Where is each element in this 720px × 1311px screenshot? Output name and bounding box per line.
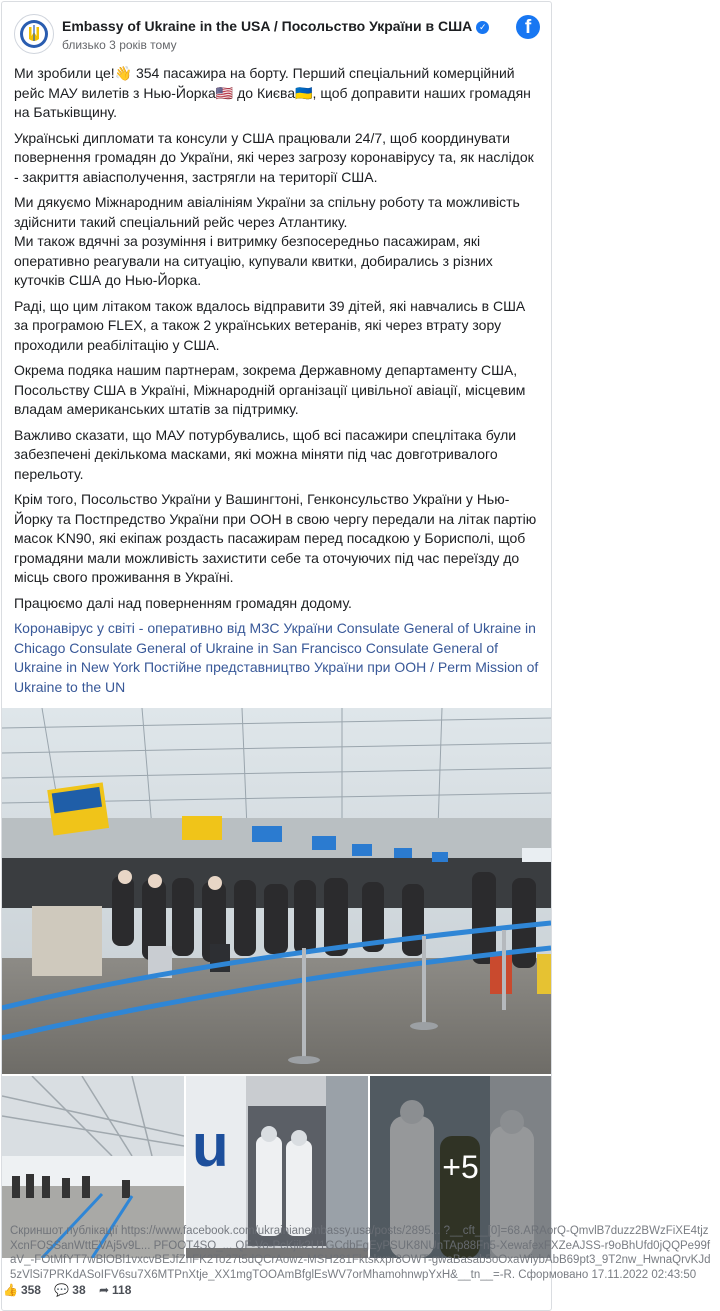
post-paragraph: Ми зробили це!👋 354 пасажира на борту. Перший спеціальний комерційний рейс МАУ вилетів з Нью-Йорка🇺🇸 до Києва🇺🇦, щоб доправити наших громадян на Батьківщину. [14,65,531,120]
post-paragraph: Важливо сказати, що МАУ потурбувались, щоб всі пасажири спецлітака були забезпечені декількома масками, які можна міняти під час довготривалого перельоту. [14,426,517,482]
post-paragraph: Українські дипломати та консули у США працювали 24/7, щоб координувати повернення громадян до України, які через загрозу коронавірусу та, як наслідок - закриття авіасполучення, застрягли на території США. [14,129,534,185]
caption-timestamp: Сформовано 17.11.2022 02:43:50 [518,1268,697,1281]
share-icon: ➦ [98,1283,110,1297]
tagged-pages-links[interactable]: Коронавірус у світі - оперативно від МЗС України Consulate General of Ukraine in Chicago Consulate General of Ukraine in San Francisco Consulate General of Ukraine in New York Постійне представництво України при ООН / Perm Mission of Ukraine to the UN [14,620,539,695]
like-icon: 👍 [3,1283,18,1297]
main-photo[interactable] [2,708,551,1074]
comment-icon: 💬 [54,1283,70,1297]
post-text [14,64,542,703]
post-paragraph: Ми дякуємо Міжнародним авіалініям України за спільну роботу та можливість здійснити такий спеціальний рейс через Атлантику. [14,194,520,230]
shares-count[interactable]: 118 [112,1283,132,1297]
page-avatar[interactable] [14,14,54,54]
post-paragraph: Крім того, Посольство України у Вашингтоні, Генконсульство України у Нью-Йорку та Постпредство України при ООН в свою чергу передали на літак партію масок KN90, які екіпаж роздасть пасажирам перед посадкою у Борисполі, щоб громадяни мали можливість захистити себе та оточуючих під час переїзду до місць свого проживання в Україні. [14,491,537,585]
facebook-post-card [1,1,552,1311]
post-paragraph: Окрема подяка нашим партнерам, зокрема Державному департаменту США, Посольству США в Україні, Міжнародній організації цивільної авіації, місцевим владам американських штатів за підтримку. [14,362,526,417]
airport-checkin-photo [2,708,551,1074]
svg-text:u: u [192,1112,229,1179]
verified-badge-icon: ✓ [476,21,489,34]
more-photos-count[interactable]: +5 [370,1076,551,1258]
post-engagement-bar [3,1283,141,1297]
post-author[interactable] [62,18,489,34]
post-header [14,14,539,58]
reactions-count[interactable]: 358 [20,1283,41,1297]
post-timestamp[interactable]: близько 3 років тому [62,38,177,52]
post-author-name[interactable]: Embassy of Ukraine in the USA / Посольство України в США [62,18,473,34]
comments-count[interactable]: 38 [72,1283,86,1297]
facebook-logo-icon[interactable]: f [516,15,540,39]
embassy-logo-icon [19,19,49,49]
post-paragraph: Працюємо далі над поверненням громадян додому. [14,594,352,611]
post-paragraph: Ми також вдячні за розуміння і витримку безпосередньо пасажирам, які оперативно реагували на ситуацію, купували квитки, добирались з різних куточків США до Нью-Йорка. [14,233,493,288]
post-paragraph: Раді, що цим літаком також вдалось відправити 39 дітей, які навчались в США за програмою FLEX, а також 2 українських ветеранів, які через втрату зору проходили реабілітацію у США. [14,297,526,353]
caption-source-text: Скриншот публікації https://www.facebook.com/ukrainianembassy.usa/posts/2895... ?__cft__[0]=68.ARAorQ-QmvlB7duzz2BWzFiXE4tjzXcnFOSSanWttEVAj5v9L... PFOOT4SO_... QF-Vo-PcKjik2U1GCdbFgEyPSUK8NUnTAp88Fn5-XewafexFXZeAJSS-r9oBhUfd0jQQPe99faV_-FOtMfYT7wBlOBl1vxcvBEJfZnFK2To27t5dQCrAowz-MSH281Fktskxpr8OWT-gwaBasab5oOxaWiybAbB69pt3_9T2nw_HwnaQrvKJd5zVlSi7PRKdASoIFV6su7X6MTPnXtje_XX1mgTOOAmBfglEsWV7orMhamohnwpYxH&__tn__=-R. [10,1225,711,1281]
screenshot-caption [10,1224,716,1282]
